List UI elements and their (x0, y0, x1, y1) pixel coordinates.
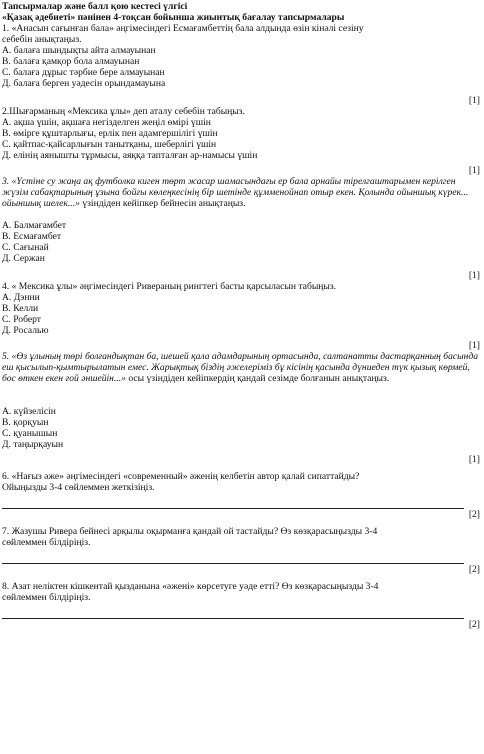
option-c: C. Роберт (2, 314, 41, 325)
question-2 (2, 106, 482, 176)
question-text (2, 351, 482, 406)
question-text-line: 6. «Нағыз әже» әңгімесіндегі «современный» әженің келбетін автор қалай сипаттайды? (2, 471, 360, 482)
mark-label: [1] (468, 270, 480, 281)
question-text-line: Ойыңызды 3-4 сөйлеммен жеткізіңіз. (2, 482, 155, 493)
option-c: C. қайтпас-қайсарлығын танытқаны, шеберлігі үшін (2, 139, 217, 150)
mark-label: [1] (468, 165, 480, 176)
worksheet-page (2, 1, 482, 630)
question-text-line: 7. Жазушы Ривера бейнесі арқылы оқырманға қандай ой тастайды? Өз көзқарасыңызды 3-4 (2, 526, 378, 537)
option-d: Д. таңырқауын (2, 439, 64, 450)
question-text-line: 2.Шығарманың «Мексика ұлы» деп аталу себебін табыңыз. (2, 106, 245, 117)
question-quote: 3. «Үстіне су жаңа ақ футболка киген төрт жасар шамасындағы ер бала арнайы тірелгаштарымен керілген жүзім сабақтарының ұзына бойғы көлеңкесінің бір шетінде құмменойнап отыр екен. Қолында ойыншық күрек... ойыншық шелек...» (2, 176, 469, 209)
question-7 (2, 526, 482, 575)
question-quote-tail: үзіндіден кейіпкер бейнесін анықтаңыз. (82, 198, 246, 209)
mark-label: [1] (468, 95, 480, 106)
option-a: A. Балмағамбет (2, 220, 67, 231)
option-b: B. Келли (2, 303, 39, 314)
header-title-2: «Қазақ әдебиеті» пәнінен 4-тоқсан бойынша жиынтық бағалау тапсырмалары (2, 12, 345, 23)
mark-label: [1] (468, 454, 480, 465)
question-text-line: 8. Азат неліктен кішкентай қызданына «әжені» көрсетуге уәде етті? Өз көзқарасыңызды 3-4 (2, 581, 379, 592)
option-b: B. қорқуын (2, 417, 49, 428)
mark-label: [2] (468, 564, 480, 575)
question-1 (2, 23, 482, 106)
option-c: C. Сағынай (2, 242, 49, 253)
option-d: Д. Сержан (2, 253, 45, 264)
question-text-line: сөйлеммен білдіріңіз. (2, 592, 91, 603)
question-text-line: 1. «Анасын сағынған бала» әңгімесіндегі Есмағамбеттің бала алдында өзін кінәлі сезіну (2, 23, 364, 34)
question-4 (2, 281, 482, 351)
question-quote: 5. «Өз ұлының төрі болғандықтан ба, шешей қала адамдарының ортасында, салтанатты дастарқанның басында еш қысылып-қымтырылатын емес. Жарықтық біздің әжелеріміз бұ кісінің қасында дүниеден түк қызық көрмей, бос өткен екен ғой әншейін...» (2, 351, 479, 384)
mark-label: [1] (468, 340, 480, 351)
question-text-line: сөйлеммен білдіріңіз. (2, 537, 91, 548)
option-a: A. Дэнни (2, 292, 40, 303)
question-8 (2, 581, 482, 630)
question-text (2, 176, 482, 220)
option-b: B. Есмағамбет (2, 231, 62, 242)
option-d: Д. Росалью (2, 325, 49, 336)
header-title-1: Тапсырмалар және балл қою кестесі үлгісі (2, 1, 188, 12)
option-d: Д. елінің аянышты тұрмысы, аяққа тапталған ар-намысы үшін (2, 150, 258, 161)
option-b: B. өмірге құштарлығы, ерлік пен адамгершілігі үшін (2, 128, 218, 139)
mark-label: [2] (468, 509, 480, 520)
option-a: A. балаға шындықты айта алмауынан (2, 45, 156, 56)
question-quote-tail: осы үзіндіден кейіпкердің қандай сезімде болғанын анықтаңыз. (128, 373, 390, 384)
question-text-line: 4. « Мексика ұлы» әңгімесіндегі Ривераның рингтегі басты қарсыласын табыңыз. (2, 281, 337, 292)
question-3 (2, 176, 482, 281)
question-6 (2, 471, 482, 520)
option-d: Д. балаға берген уәдесін орындамауына (2, 78, 166, 89)
option-a: A. күйзелісін (2, 406, 56, 417)
question-text-line: себебін анықтаңыз. (2, 34, 82, 45)
question-5 (2, 351, 482, 465)
option-b: B. балаға қамқор бола алмауынан (2, 56, 140, 67)
option-a: A. ақша үшін, ақшаға негізделген жеңіл өмірі үшін (2, 117, 211, 128)
option-c: C. қуанышын (2, 428, 58, 439)
mark-label: [2] (468, 619, 480, 630)
option-c: C. балаға дұрыс тәрбие бере алмауынан (2, 67, 165, 78)
